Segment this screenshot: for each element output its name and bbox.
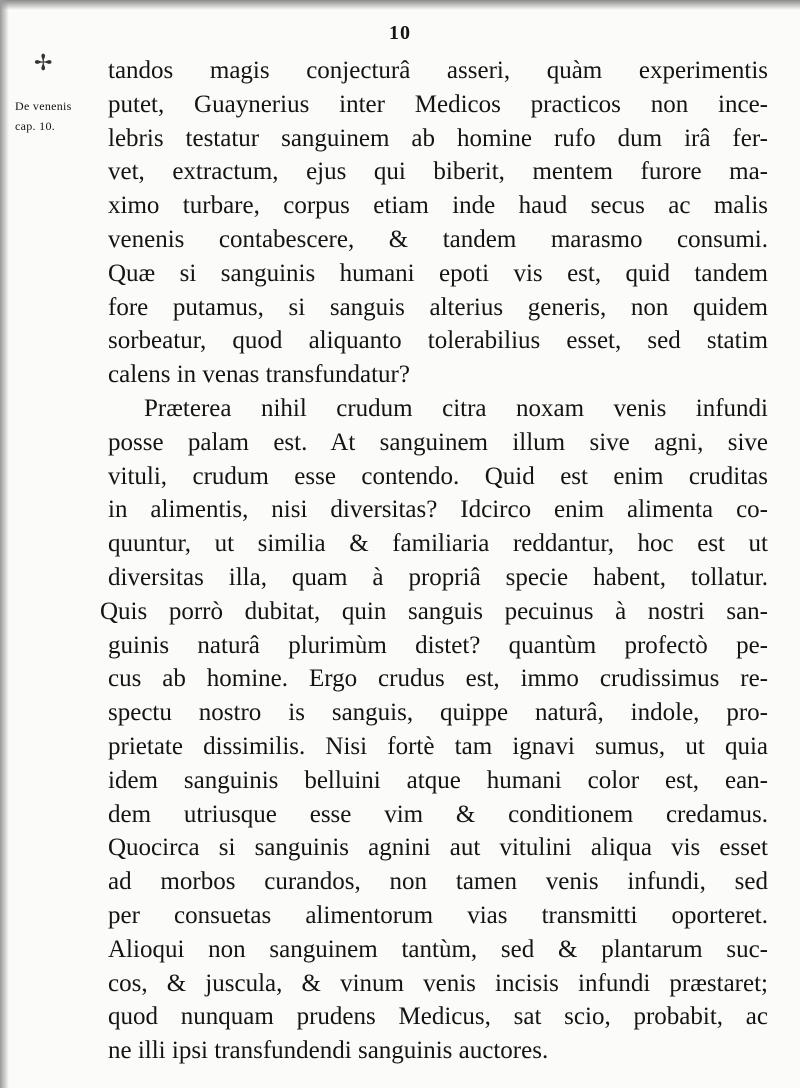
text-line: vituli, crudum esse contendo. Quid est enim cruditas: [108, 462, 768, 490]
ornament-mark-icon: ✢: [34, 50, 53, 75]
page-number: 10: [389, 22, 411, 44]
text-line: guinis naturâ plurimùm distet? quantùm profectò pe-: [108, 631, 768, 659]
text-line: per consuetas alimentorum vias transmitti oporteret.: [108, 901, 768, 929]
text-line: idem sanguinis belluini atque humani color est, ean-: [108, 766, 768, 794]
main-text: [100, 54, 768, 1068]
text-line: tandos magis conjecturâ asseri, quàm experimentis: [108, 57, 768, 84]
text-line: fore putamus, si sanguis alterius generis, non quidem: [108, 293, 768, 321]
margin-note: [15, 96, 72, 136]
text-line: lebris testatur sanguinem ab homine rufo dum irâ fer-: [108, 124, 768, 152]
text-line: Quis porrò dubitat, quin sanguis pecuinus à nostri san-: [100, 597, 768, 625]
text-line: quuntur, ut similia & familiaria reddantur, hoc est ut: [108, 530, 768, 558]
text-line: cos, & juscula, & vinum venis incisis infundi præstaret;: [108, 969, 768, 997]
text-line: dem utriusque esse vim & conditionem credamus.: [108, 800, 768, 828]
scan-edge-left: [0, 0, 9, 1088]
text-line: in alimentis, nisi diversitas? Idcirco enim alimenta co-: [108, 496, 768, 524]
text-line: ximo turbare, corpus etiam inde haud secus ac malis: [108, 192, 768, 220]
text-line: putet, Guaynerius inter Medicos practicos non ince-: [108, 90, 768, 118]
margin-note-line: De venenis: [15, 99, 72, 113]
text-line: prietate dissimilis. Nisi fortè tam ignavi sumus, ut quia: [108, 732, 768, 760]
text-line: Alioqui non sanguinem tantùm, sed & plantarum suc-: [108, 935, 768, 963]
text-line: quod nunquam prudens Medicus, sat scio, probabit, ac: [108, 1003, 768, 1031]
text-line: spectu nostro is sanguis, quippe naturâ, indole, pro-: [108, 699, 768, 727]
text-line: sorbeatur, quod aliquanto tolerabilius esset, sed statim: [108, 327, 768, 355]
text-line: ad morbos curandos, non tamen venis infundi, sed: [108, 868, 768, 896]
text-line: calens in venas transfundatur?: [108, 361, 410, 389]
paragraph-first-line: Præterea nihil crudum citra noxam venis infundi: [144, 394, 768, 422]
text-line: ne illi ipsi transfundendi sanguinis auctores.: [108, 1037, 549, 1065]
margin-note-line: cap. 10.: [15, 119, 56, 133]
scan-edge-top: [0, 0, 800, 10]
text-line: Quocirca si sanguinis agnini aut vitulini aliqua vis esset: [108, 834, 768, 862]
text-line: posse palam est. At sanguinem illum sive agni, sive: [108, 428, 768, 456]
text-line: Quæ si sanguinis humani epoti vis est, quid tandem: [108, 259, 768, 287]
text-line: vet, extractum, ejus qui biberit, mentem furore ma-: [108, 158, 768, 186]
text-line: diversitas illa, quam à propriâ specie habent, tollatur.: [108, 563, 768, 591]
text-line: cus ab homine. Ergo crudus est, immo crudissimus re-: [108, 665, 768, 693]
text-line: venenis contabescere, & tandem marasmo consumi.: [108, 225, 768, 253]
